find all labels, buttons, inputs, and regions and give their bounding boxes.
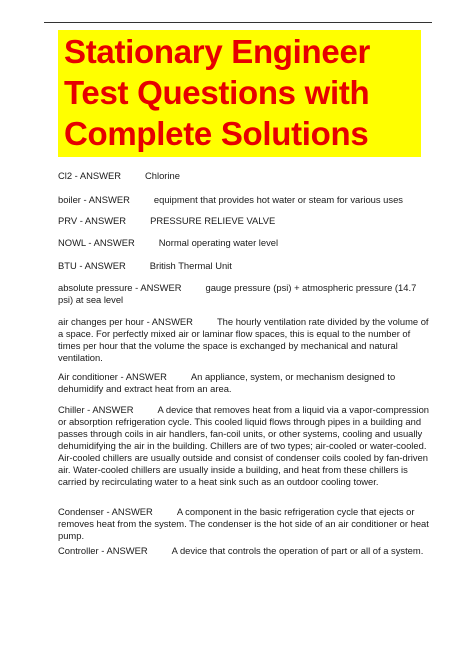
question-term: PRV - ANSWER [58, 215, 127, 226]
answer-text: Chlorine [145, 170, 180, 181]
answer-text: gauge pressure (psi) + atmospheric pressure (14.7 psi) at sea level [58, 282, 417, 305]
title-banner [58, 30, 421, 157]
question-term: Chiller - ANSWER [58, 404, 134, 415]
question-term: Controller - ANSWER [58, 545, 148, 556]
qa-item-condenser [58, 506, 430, 542]
answer-text: A device that removes heat from a liquid via a vapor-compression or absorption refrigeration cycle. This cooled liquid flows through pipes in a building and passes through coils in air handlers, fan-coil units, or other systems, cooling and usually dehumidifying the air in the building. Chillers are of two types; air-cooled or water-cooled. Air-cooled chillers are usually outside and consist of condenser coils cooled by fan-driven air. Water-cooled chillers are usually inside a building, and heat from these chillers is carried by recirculating water to a heat sink such as an outdoor cooling tower. [58, 404, 430, 487]
qa-item-chiller [58, 404, 430, 488]
question-term: NOWL - ANSWER [58, 237, 135, 248]
answer-text: A component in the basic refrigeration cycle that ejects or removes heat from the system. The condenser is the hot side of an air conditioner or heat pump. [58, 506, 429, 541]
answer-text: Normal operating water level [158, 237, 279, 248]
answer-text: An appliance, system, or mechanism designed to dehumidify and extract heat from an area. [58, 371, 396, 394]
qa-item-nowl [58, 237, 430, 249]
title-line-1: Stationary Engineer [64, 33, 371, 70]
answer-text: equipment that provides hot water or steam for various uses [153, 194, 403, 205]
qa-item-boiler [58, 194, 430, 206]
question-term: absolute pressure - ANSWER [58, 282, 182, 293]
answer-text: The hourly ventilation rate divided by the volume of a space. For perfectly mixed air or laminar flow spaces, this is equal to the number of times per hour that the volume the space is exchanged by mechanical and natural ventilation. [58, 316, 429, 363]
qa-item-controller [58, 545, 430, 557]
answer-text: British Thermal Unit [149, 260, 232, 271]
question-term: Cl2 - ANSWER [58, 170, 122, 181]
qa-item-air-conditioner [58, 371, 430, 395]
question-term: air changes per hour - ANSWER [58, 316, 193, 327]
question-term: Air conditioner - ANSWER [58, 371, 167, 382]
qa-item-cl2 [58, 170, 430, 182]
title-line-3: Complete Solutions [64, 115, 369, 152]
question-term: BTU - ANSWER [58, 260, 126, 271]
question-term: Condenser - ANSWER [58, 506, 153, 517]
answer-text: A device that controls the operation of part or all of a system. [171, 545, 424, 556]
qa-item-prv [58, 215, 430, 227]
qa-item-btu [58, 260, 430, 272]
top-divider [44, 22, 432, 23]
qa-item-air-changes [58, 316, 430, 364]
answer-text: PRESSURE RELIEVE VALVE [150, 215, 276, 226]
qa-item-absolute-pressure [58, 282, 430, 306]
title-line-2: Test Questions with [64, 74, 370, 111]
question-term: boiler - ANSWER [58, 194, 130, 205]
